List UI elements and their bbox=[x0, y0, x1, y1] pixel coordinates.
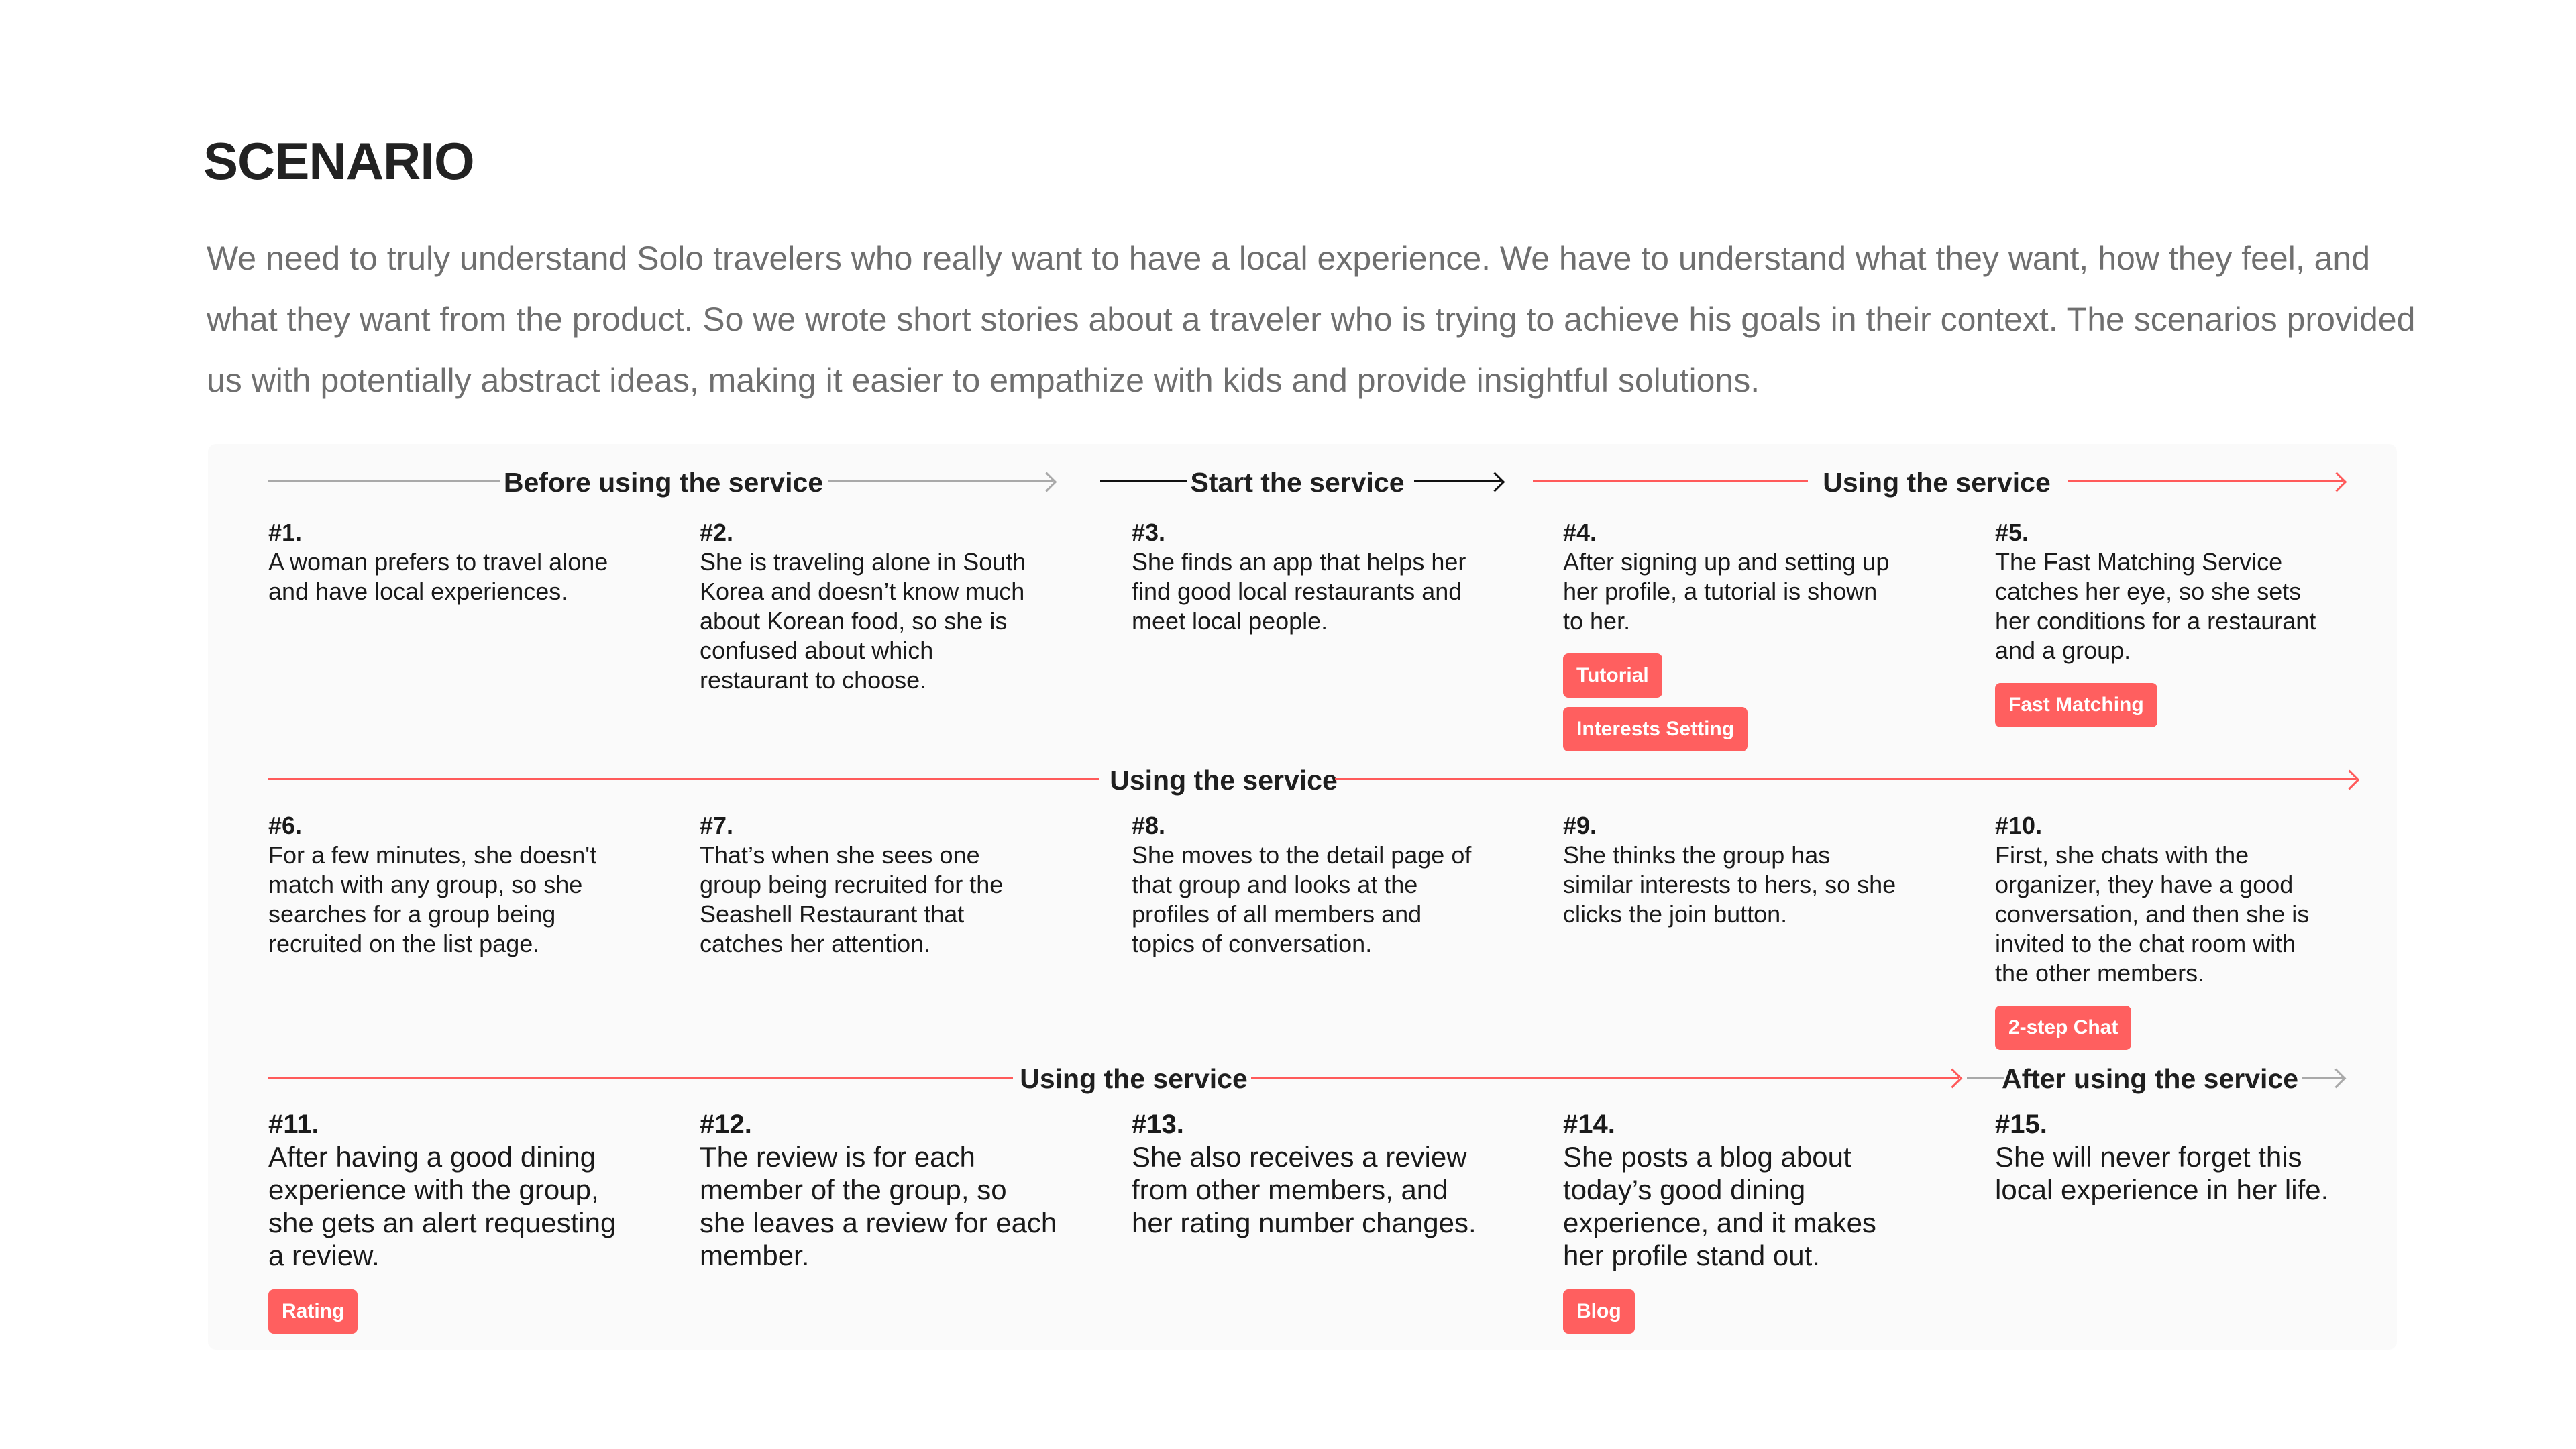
feature-tag-tutorial: Tutorial bbox=[1563, 653, 1662, 698]
step-text: The review is for each member of the group, so she leaves a review for each member. bbox=[700, 1141, 1057, 1271]
step-number: #15. bbox=[1995, 1110, 2047, 1139]
step-text: She thinks the group has similar interests to hers, so she clicks the join button. bbox=[1563, 841, 1896, 928]
feature-tags bbox=[1995, 683, 2357, 727]
step-number: #4. bbox=[1563, 519, 1597, 546]
using-phase-arrow-1 bbox=[2068, 480, 2343, 482]
scenario-step-9 bbox=[1563, 811, 1925, 929]
using-phase-line-left-1 bbox=[1533, 480, 1808, 482]
step-number: #5. bbox=[1995, 519, 2029, 546]
using-phase-arrow-3 bbox=[1251, 1077, 1959, 1079]
page-title: SCENARIO bbox=[203, 131, 474, 191]
step-text: The Fast Matching Service catches her eye, so she sets her conditions for a restaurant and a group. bbox=[1995, 548, 2316, 664]
feature-tag-2-step-chat: 2-step Chat bbox=[1995, 1006, 2131, 1050]
feature-tags bbox=[1563, 653, 1925, 751]
step-text: After signing up and setting up her profile, a tutorial is shown to her. bbox=[1563, 548, 1890, 635]
phase-using-label-3: Using the service bbox=[1020, 1063, 1248, 1094]
using-phase-arrow-2 bbox=[1335, 778, 2356, 780]
step-number: #2. bbox=[700, 519, 734, 546]
step-text: She finds an app that helps her find good local restaurants and meet local people. bbox=[1132, 548, 1466, 635]
scenario-step-2 bbox=[700, 518, 1062, 695]
scenario-step-15 bbox=[1995, 1108, 2357, 1206]
feature-tags bbox=[1995, 1006, 2357, 1050]
step-number: #3. bbox=[1132, 519, 1166, 546]
feature-tag-blog: Blog bbox=[1563, 1289, 1635, 1334]
start-phase-line-left bbox=[1100, 480, 1187, 482]
before-phase-line-left bbox=[268, 480, 500, 482]
step-number: #13. bbox=[1132, 1110, 1184, 1139]
step-text: She will never forget this local experience in her life. bbox=[1995, 1141, 2329, 1205]
step-number: #12. bbox=[700, 1110, 752, 1139]
step-text: She posts a blog about today’s good dining experience, and it makes her profile stand out. bbox=[1563, 1141, 1876, 1271]
step-number: #9. bbox=[1563, 812, 1597, 839]
step-number: #10. bbox=[1995, 812, 2043, 839]
step-number: #8. bbox=[1132, 812, 1166, 839]
scenario-step-14 bbox=[1563, 1108, 1925, 1334]
scenario-step-12 bbox=[700, 1108, 1062, 1272]
scenario-step-10 bbox=[1995, 811, 2357, 1050]
step-text: For a few minutes, she doesn't match with any group, so she searches for a group being recruited on the list page. bbox=[268, 841, 597, 957]
after-phase-line-left bbox=[1967, 1077, 2004, 1079]
scenario-step-1 bbox=[268, 518, 631, 606]
step-number: #6. bbox=[268, 812, 303, 839]
step-text: After having a good dining experience with the group, she gets an alert requesting a review. bbox=[268, 1141, 616, 1271]
step-text: She moves to the detail page of that group and looks at the profiles of all members and topics of conversation. bbox=[1132, 841, 1472, 957]
scenario-step-8 bbox=[1132, 811, 1494, 959]
scenario-step-6 bbox=[268, 811, 631, 959]
step-text: First, she chats with the organizer, they have a good conversation, and then she is invited to the chat room with the other members. bbox=[1995, 841, 2310, 987]
step-number: #1. bbox=[268, 519, 303, 546]
after-phase-arrow bbox=[2302, 1077, 2343, 1079]
feature-tag-interests-setting: Interests Setting bbox=[1563, 707, 1748, 751]
scenario-step-7 bbox=[700, 811, 1062, 959]
before-phase-arrow bbox=[828, 480, 1053, 482]
scenario-step-4 bbox=[1563, 518, 1925, 751]
step-text: She is traveling alone in South Korea and doesn’t know much about Korean food, so she is confused about which restaurant to choose. bbox=[700, 548, 1026, 694]
step-number: #14. bbox=[1563, 1110, 1615, 1139]
scenario-step-3 bbox=[1132, 518, 1494, 636]
phase-using-label-2: Using the service bbox=[1110, 765, 1338, 796]
feature-tag-fast-matching: Fast Matching bbox=[1995, 683, 2157, 727]
phase-before-label: Before using the service bbox=[503, 467, 824, 498]
step-text: A woman prefers to travel alone and have local experiences. bbox=[268, 548, 608, 605]
intro-paragraph: We need to truly understand Solo travelers who really want to have a local experience. We have to understand what they want, how they feel, and what they want from the product. So we wrote short stories about a traveler who is trying to achieve his goals in their context. The scenarios provided us with potentially abstract ideas, making it easier to empathize with kids and provide insightful solutions. bbox=[207, 239, 2416, 399]
scenario-step-13 bbox=[1132, 1108, 1494, 1239]
step-text: She also receives a review from other members, and her rating number changes. bbox=[1132, 1141, 1477, 1238]
start-phase-arrow bbox=[1414, 480, 1501, 482]
phase-after-label: After using the service bbox=[2001, 1063, 2299, 1094]
using-phase-line-left-2 bbox=[268, 778, 1099, 780]
phase-using-label-1: Using the service bbox=[1823, 467, 2051, 498]
phase-start-label: Start the service bbox=[1190, 467, 1405, 498]
step-number: #7. bbox=[700, 812, 734, 839]
feature-tag-rating: Rating bbox=[268, 1289, 358, 1334]
using-phase-line-left-3 bbox=[268, 1077, 1013, 1079]
scenario-step-11 bbox=[268, 1108, 631, 1334]
step-text: That’s when she sees one group being recruited for the Seashell Restaurant that catches her attention. bbox=[700, 841, 1004, 957]
step-number: #11. bbox=[268, 1110, 319, 1139]
feature-tags bbox=[268, 1289, 631, 1334]
feature-tags bbox=[1563, 1289, 1925, 1334]
scenario-step-5 bbox=[1995, 518, 2357, 727]
